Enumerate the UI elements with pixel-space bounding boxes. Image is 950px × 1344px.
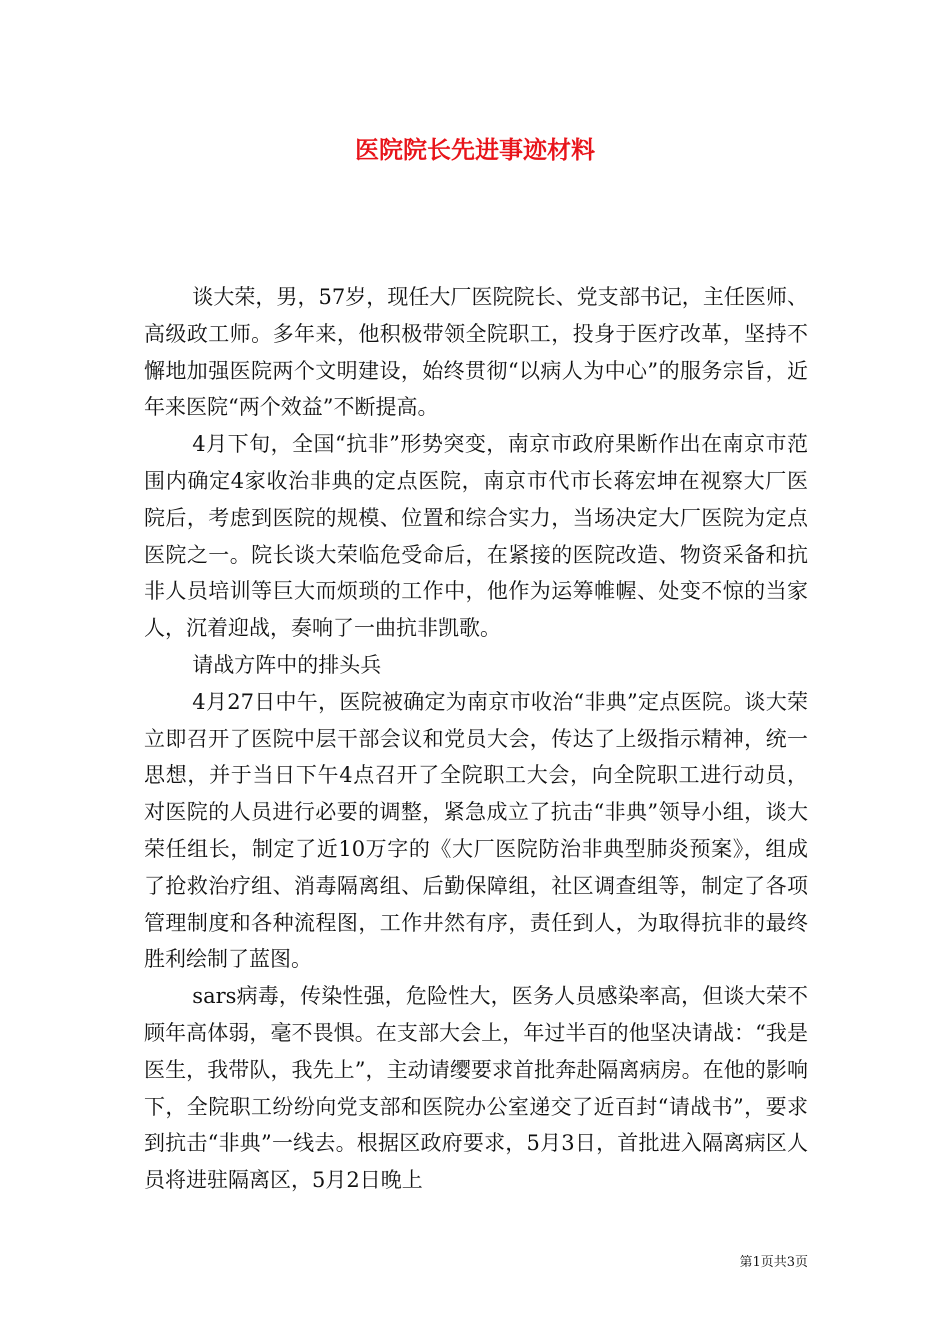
- paragraph-volunteer: sars病毒，传染性强，危险性大，医务人员感染率高，但谈大荣不顾年高体弱，毫不畏惧。在支部大会上，年过半百的他坚决请战：“我是医生，我带队，我先上”，主动请缨要求首批奔赴隔离病房。在他的影响下，全院职工纷纷向党支部和医院办公室递交了近百封“请战书”，要求到抗击“非典”一线去。根据区政府要求，5月3日，首批进入隔离病区人员将进驻隔离区，5月2日晚上: [144, 984, 808, 1193]
- paragraph-organization: 4月27日中午，医院被确定为南京市收治“非典”定点医院。谈大荣立即召开了医院中层干部会议和党员大会，传达了上级指示精神，统一思想，并于当日下午4点召开了全院职工大会，向全院职工进行动员，对医院的人员进行必要的调整，紧急成立了抗击“非典”领导小组，谈大荣任组长，制定了近10万字的《大厂医院防治非典型肺炎预案》，组成了抢救治疗组、消毒隔离组、后勤保障组，社区调查组等，制定了各项管理制度和各种流程图，工作井然有序，责任到人，为取得抗非的最终胜利绘制了蓝图。: [144, 689, 808, 972]
- page-number: 第1页共3页: [739, 1255, 808, 1270]
- section-subheading: 请战方阵中的排头兵: [192, 652, 382, 677]
- paragraph-background: 4月下旬，全国“抗非”形势突变，南京市政府果断作出在南京市范围内确定4家收治非典的定点医院，南京市代市长蒋宏坤在视察大厂医院后，考虑到医院的规模、位置和综合实力，当场决定大厂医院为定点医院之一。院长谈大荣临危受命后，在紧接的医院改造、物资采备和抗非人员培训等巨大而烦琐的工作中，他作为运筹帷幄、处变不惊的当家人，沉着迎战，奏响了一曲抗非凯歌。: [144, 432, 808, 641]
- paragraph-intro: 谈大荣，男，57岁，现任大厂医院院长、党支部书记，主任医师、高级政工师。多年来，他积极带领全院职工，投身于医疗改革，坚持不懈地加强医院两个文明建设，始终贯彻“以病人为中心”的服务宗旨，近年来医院“两个效益”不断提高。: [144, 285, 808, 420]
- document-body: [144, 279, 808, 1199]
- document-title: 医院院长先进事迹材料: [355, 135, 595, 164]
